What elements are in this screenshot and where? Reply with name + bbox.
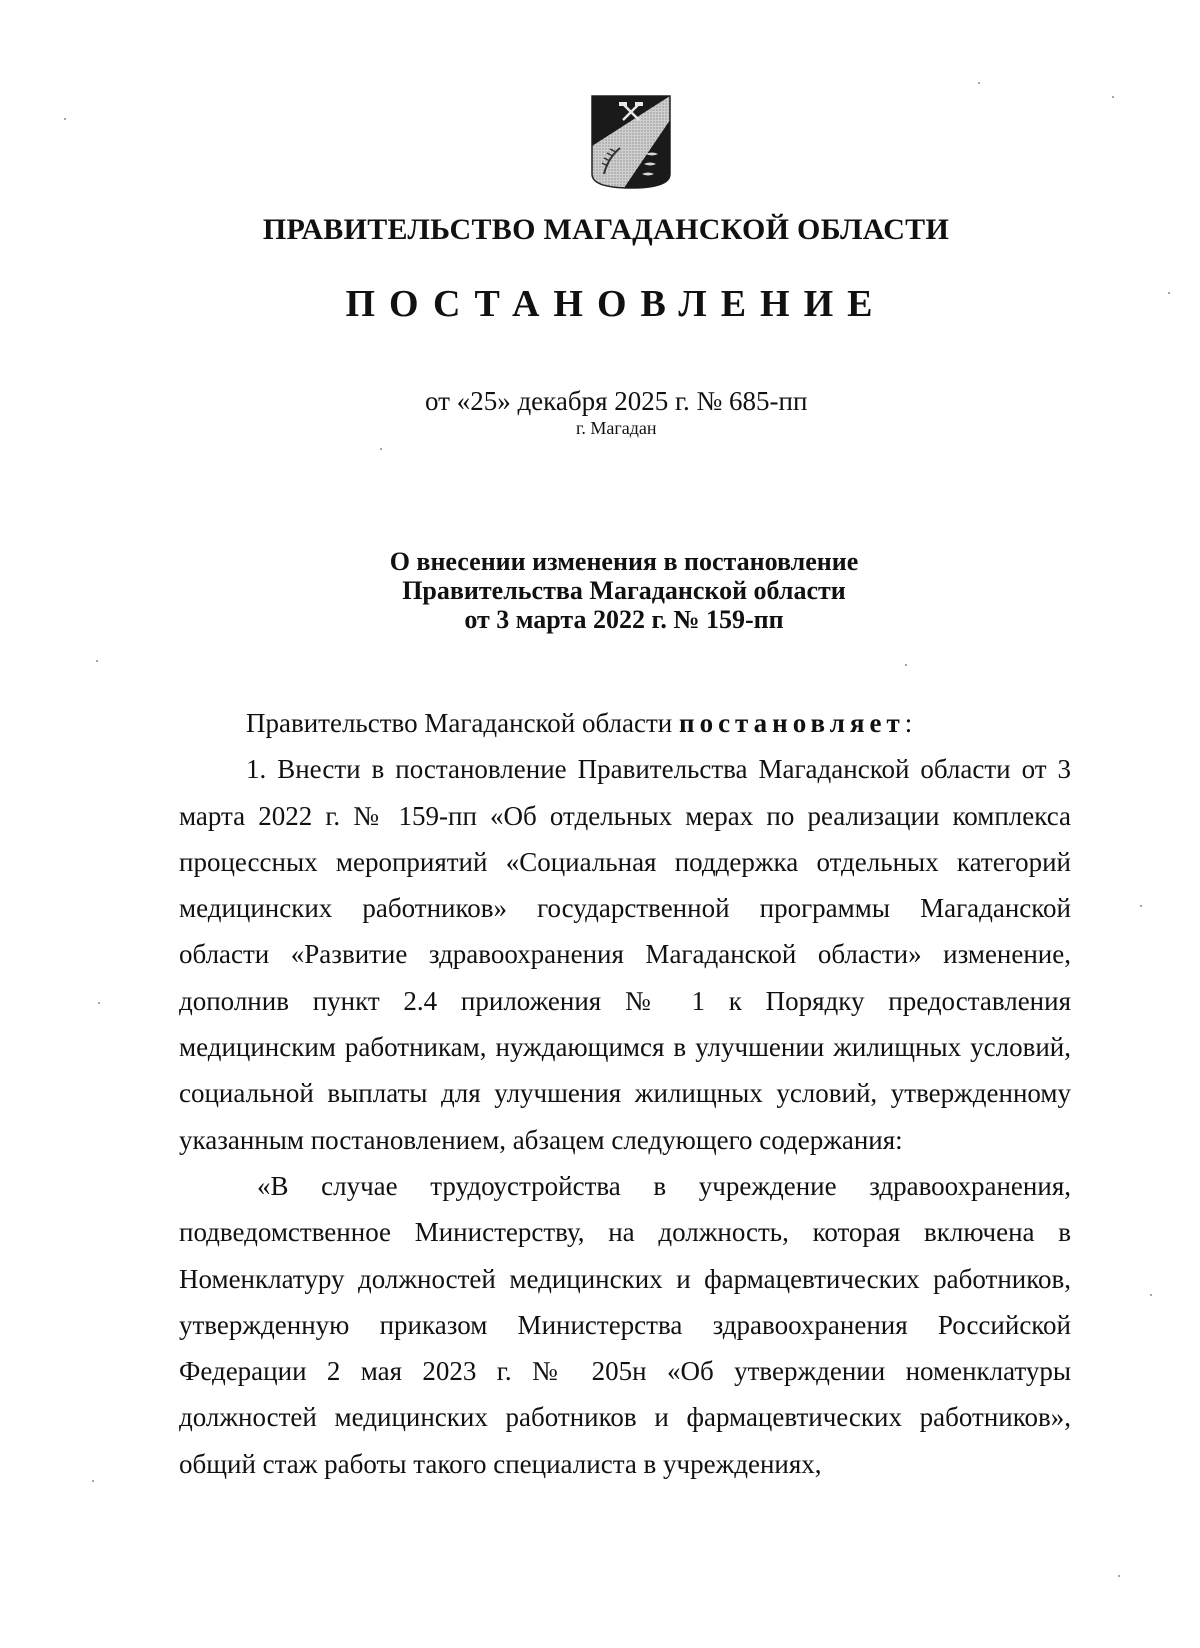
scan-speck — [96, 660, 98, 662]
scan-speck — [1168, 292, 1170, 294]
subject-line: Правительства Магаданской области — [402, 576, 846, 605]
scan-speck — [64, 118, 66, 120]
scan-speck — [98, 1002, 100, 1004]
intro-text: Правительство Магаданской области — [246, 708, 680, 738]
resolution-intro — [179, 700, 1071, 746]
scan-speck — [380, 448, 382, 450]
resolution-item-1: 1. Внести в постановление Правительства Магаданской области от 3 марта 2022 г. № 159-пп «Об отдельных мерах по реализации комплекса процессных мероприятий «Социальная поддержка отдельных категорий медицинских работников» государственной программы Магаданской области «Развитие здравоохранения Магаданской области» изменение, дополнив пункт 2.4 приложения № 1 к Порядку предоставления медицинским работникам, нуждающимся в улучшении жилищных условий, социальной выплаты для улучшения жилищных условий, утвержденному указанным постановлением, абзацем следующего содержания: — [179, 754, 1071, 1155]
document-city: г. Магадан — [576, 418, 657, 438]
document-subject — [24, 547, 1200, 634]
inserted-paragraph-quote: «В случае трудоустройства в учреждение здравоохранения, подведомственное Министерству, на должность, которая включена в Номенклатуру должностей медицинских и фармацевтических работников, утвержденную приказом Министерства здравоохранения Российской Федерации 2 мая 2023 г. № 205н «Об утверждении номенклатуры должностей медицинских работников и фармацевтических работников», общий стаж работы такого специалиста в учреждениях, — [179, 1170, 1071, 1479]
intro-emphasis: постановляет — [679, 708, 905, 738]
scan-speck — [92, 1480, 94, 1482]
scan-speck — [1140, 905, 1142, 907]
subject-line: О внесении изменения в постановление — [389, 547, 859, 576]
scan-speck — [905, 664, 907, 666]
scan-speck — [1150, 1294, 1152, 1296]
document-date-number: от «25» декабря 2025 г. № 685-пп — [425, 386, 808, 416]
document-body — [179, 700, 1071, 1487]
subject-line: от 3 марта 2022 г. № 159-пп — [464, 605, 784, 634]
document-type-title: ПОСТАНОВЛЕНИЕ — [345, 283, 887, 325]
organization-name: ПРАВИТЕЛЬСТВО МАГАДАНСКОЙ ОБЛАСТИ — [262, 213, 950, 246]
scan-speck — [978, 82, 980, 84]
intro-colon: : — [904, 708, 913, 738]
coat-of-arms-emblem — [590, 94, 672, 190]
scan-speck — [1112, 96, 1114, 98]
scan-speck — [1118, 1575, 1120, 1577]
